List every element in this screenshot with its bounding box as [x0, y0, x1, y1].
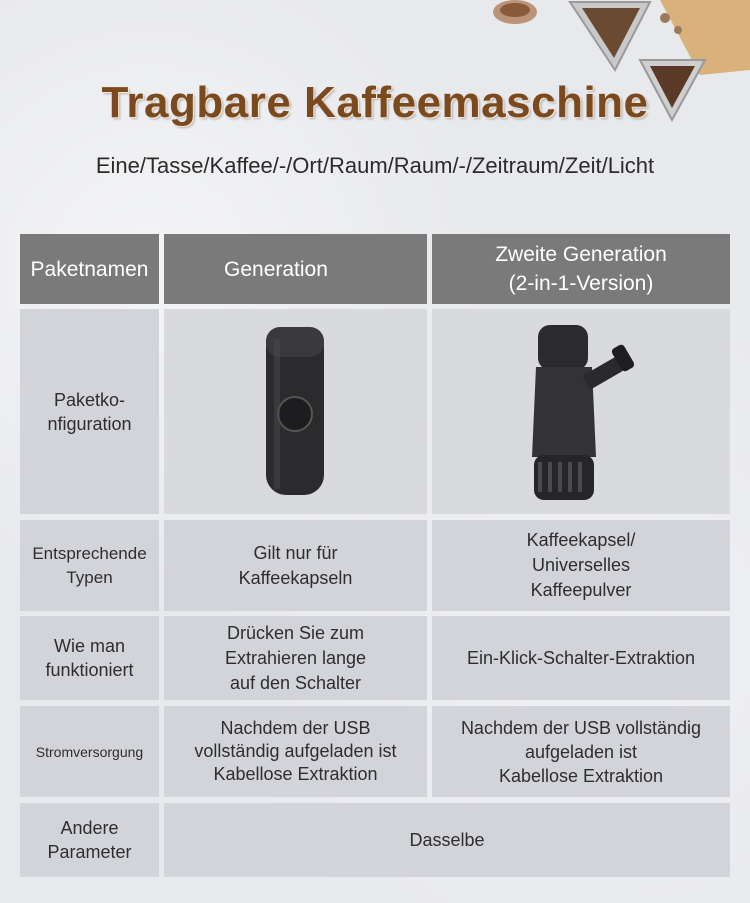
other-parameters-text: Dasselbe [409, 829, 485, 850]
row-label-config-line1: Paketko- [53, 389, 126, 410]
gen2-types-cell [432, 520, 730, 611]
gen2-coffee-maker-image [516, 317, 646, 507]
row-label-types-line2: Typen [66, 567, 113, 587]
column-header-gen1 [164, 234, 427, 304]
gen2-types-line1: Kaffeekapsel/ [526, 530, 636, 550]
gen2-power-line1: Nachdem der USB vollständig [460, 717, 702, 738]
gen2-product-image-cell [432, 309, 730, 514]
row-label-types [20, 520, 159, 611]
gen2-function-text: Ein-Klick-Schalter-Extraktion [466, 647, 696, 668]
row-label-types-line1: Entsprechende [32, 543, 147, 563]
gen1-types-line2: Kaffeekapseln [238, 567, 353, 588]
row-label-other [20, 803, 159, 877]
column-header-gen2-line1: Zweite Generation [495, 243, 667, 266]
gen1-power-line1: Nachdem der USB [220, 718, 371, 738]
gen1-coffee-maker-image [256, 319, 336, 504]
column-header-gen2 [432, 234, 730, 304]
page-title: Tragbare Kaffeemaschine [101, 78, 649, 127]
row-label-other-line1: Andere [60, 818, 119, 838]
row-label-other-line2: Parameter [47, 842, 132, 862]
column-header-gen2-line2: (2-in-1-Version) [508, 272, 654, 295]
gen2-power-line2: aufgeladen ist [524, 741, 638, 762]
row-label-power-text: Stromversorgung [35, 743, 144, 760]
gen1-types-cell [164, 520, 427, 611]
gen1-types-line1: Gilt nur für [253, 542, 338, 563]
gen2-types-line3: Kaffeepulver [530, 580, 632, 600]
gen1-power-line3: Kabellose Extraktion [213, 764, 378, 784]
row-label-function-line2: funktioniert [45, 660, 134, 680]
gen1-product-image-cell [164, 309, 427, 514]
gen2-types-line2: Universelles [531, 555, 631, 575]
row-label-function [20, 616, 159, 700]
gen1-function-line2: Extrahieren lange [224, 647, 367, 668]
gen1-power-line2: vollständig aufgeladen ist [194, 741, 397, 761]
gen1-function-line1: Drücken Sie zum [226, 622, 365, 643]
column-header-label-text: Paketnamen [30, 257, 149, 281]
gen2-power-cell [432, 706, 730, 797]
column-header-gen1-text: Generation [224, 257, 328, 281]
gen1-power-cell [164, 706, 427, 797]
row-label-config-line2: nfiguration [47, 413, 132, 434]
page-subtitle: Eine/Tasse/Kaffee/-/Ort/Raum/Raum/-/Zeitraum/Zeit/Licht [95, 153, 655, 178]
gen1-function-line3: auf den Schalter [229, 672, 362, 693]
gen2-function-cell [432, 616, 730, 700]
other-parameters-cell [164, 803, 730, 877]
gen2-power-line3: Kabellose Extraktion [498, 765, 664, 786]
row-label-power [20, 706, 159, 797]
row-label-config [20, 309, 159, 514]
column-header-label [20, 234, 159, 304]
row-label-function-line1: Wie man [53, 636, 125, 656]
gen1-function-cell [164, 616, 427, 700]
